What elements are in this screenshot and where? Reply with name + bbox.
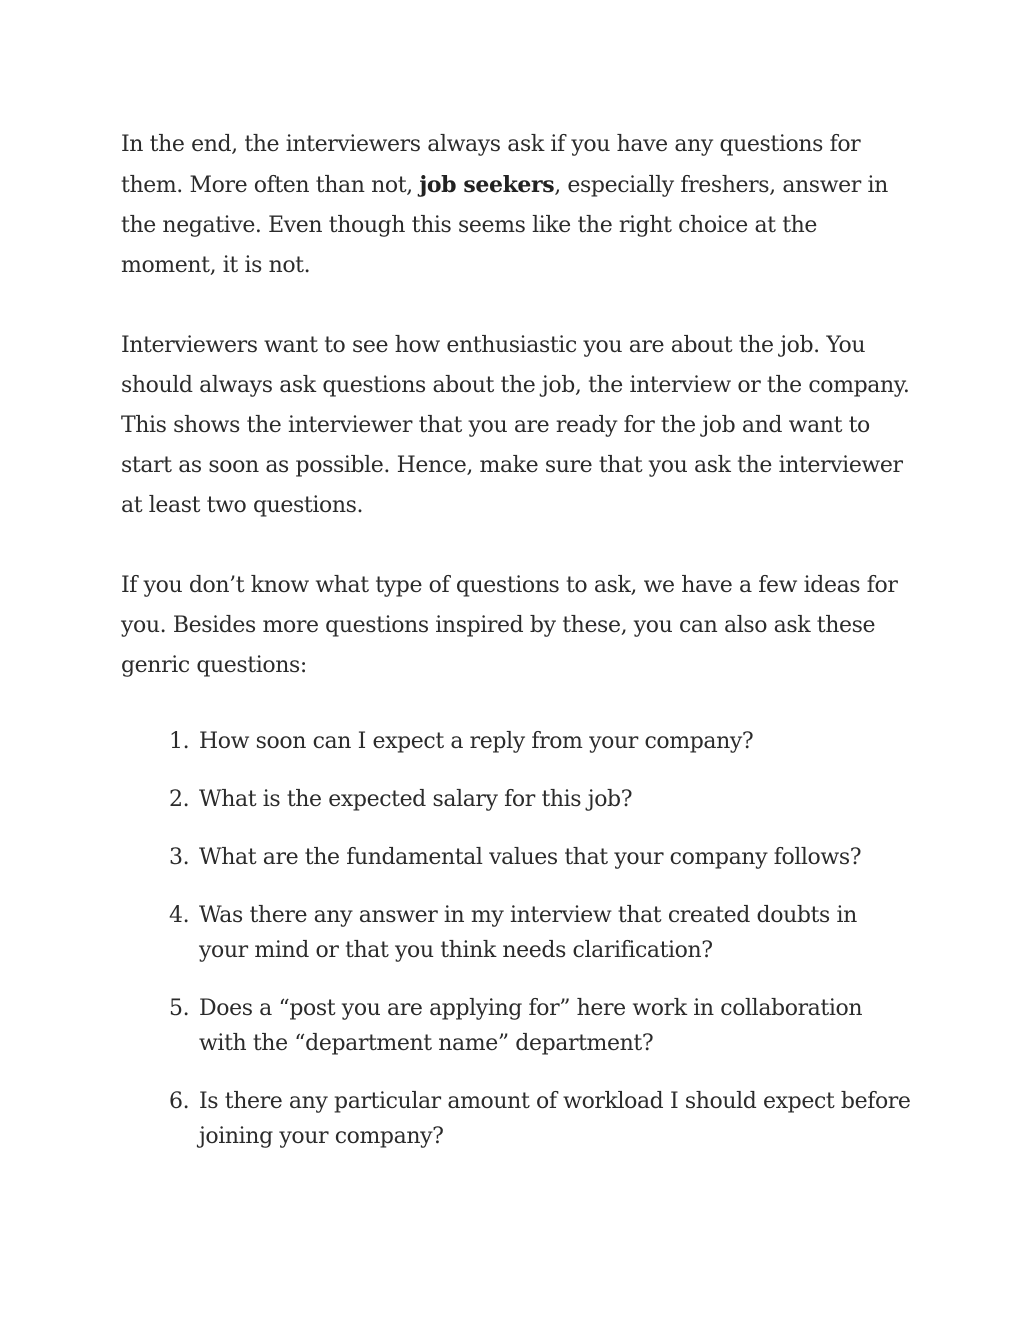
questions-list — [121, 724, 911, 1154]
intro-text-start: In the end, the interviewers always ask if you have any questions for them. More often than not, — [121, 132, 861, 198]
list-item-number: 1. — [169, 729, 190, 754]
job-seekers-keyword: job seekers — [419, 172, 555, 198]
list-item-number: 3. — [169, 845, 190, 870]
list-item-text: What is the expected salary for this job? — [199, 787, 633, 812]
intro-paragraph — [121, 125, 911, 286]
document-page — [121, 125, 911, 1177]
list-item — [169, 1084, 911, 1154]
enthusiasm-paragraph: Interviewers want to see how enthusiastic you are about the job. You should always ask questions about the job, the interview or the company. This shows the interviewer that you are ready for the job and want to start as soon as possible. Hence, make sure that you ask the interviewer at least two questions. — [121, 333, 910, 518]
list-item — [169, 782, 911, 817]
list-item-number: 6. — [169, 1089, 190, 1114]
list-item-text: Does a “post you are applying for” here work in collaboration with the “department name” department? — [199, 996, 863, 1056]
list-item — [169, 840, 911, 875]
list-item-text: Is there any particular amount of workload I should expect before joining your company? — [199, 1089, 911, 1149]
ideas-paragraph: If you don’t know what type of questions to ask, we have a few ideas for you. Besides more questions inspired by these, you can also ask these genric questions: — [121, 573, 898, 678]
list-item-number: 2. — [169, 787, 190, 812]
list-item-number: 5. — [169, 996, 190, 1021]
intro-text-end: , especially freshers, answer in the negative. Even though this seems like the right choice at the moment, it is not. — [121, 173, 888, 278]
list-item — [169, 724, 911, 759]
list-item-text: Was there any answer in my interview that created doubts in your mind or that you think needs clarification? — [199, 903, 857, 963]
list-item-number: 4. — [169, 903, 190, 928]
list-item — [169, 991, 911, 1061]
list-item-text: What are the fundamental values that your company follows? — [199, 845, 862, 870]
list-item — [169, 898, 911, 968]
list-item-text: How soon can I expect a reply from your company? — [199, 729, 754, 754]
